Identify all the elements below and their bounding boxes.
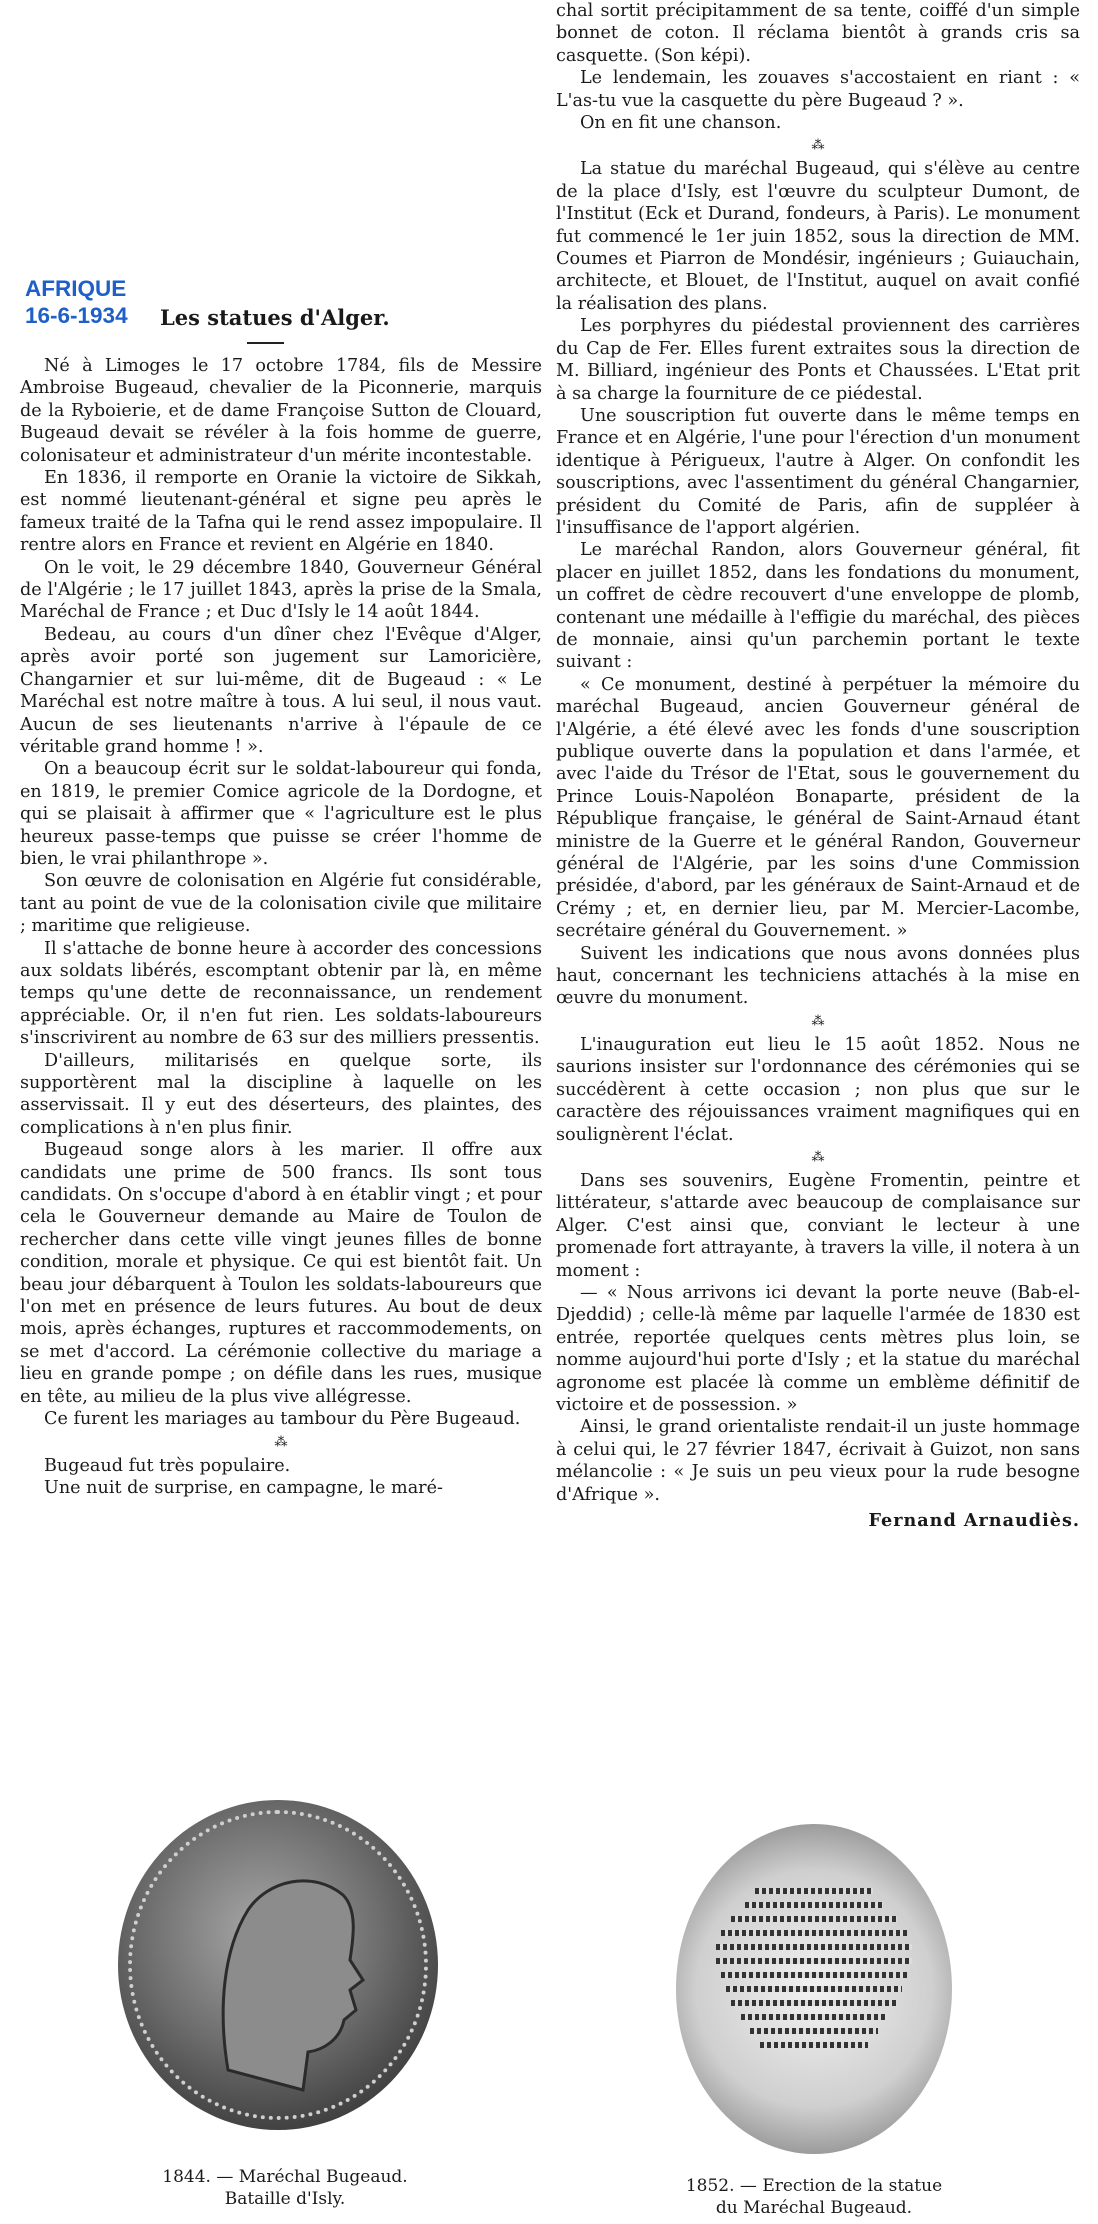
paragraph: On le voit, le 29 décembre 1840, Gouverneur Général de l'Algérie ; le 17 juillet 1843, après la prise de la Smala, Maréchal de France ; et Duc d'Isly le 14 août 1844. [20,557,542,623]
paragraph: L'inauguration eut lieu le 15 août 1852. Nous ne saurions insister sur l'ordonnance des cérémonies qui se succédèrent à cette occasion ; non plus que sur le caractère des réjouissances vraiment magnifiques qui en soulignèrent l'éclat. [556,1034,1080,1145]
paragraph: On en fit une chanson. [580,113,782,134]
caption-line: 1844. — Maréchal Bugeaud. [162,2167,408,2187]
paragraph: Une nuit de surprise, en campagne, le maré- [44,1477,443,1498]
caption-line: Bataille d'Isly. [224,2189,346,2209]
plaque-caption [664,2175,964,2219]
stamp-date: 16-6-1934 [25,303,128,328]
plaque-image [676,1824,952,2154]
asterism-icon: ⁂ [811,1013,825,1029]
author-signature: Fernand Arnaudiès. [868,1510,1080,1531]
paragraph: La statue du maréchal Bugeaud, qui s'élève au centre de la place d'Isly, est l'œuvre du sculpteur Dumont, de l'Institut (Eck et Durand, fondeurs, à Paris). Le monument fut commencé le 1er juin 1852, sous la direction de MM. Coumes et Piarron de Mondésir, ingénieurs ; Guiauchain, architecte, et Blouet, de l'Institut, auquel on avait confié la réalisation des plans. [556,159,1080,314]
paragraph: Bugeaud songe alors à les marier. Il offre aux candidats une prime de 500 francs. Ils sont tous candidats. On s'occupe d'abord à en établir vingt ; et pour cela le Gouverneur demande au Maire de Toulon de rechercher dans cette ville vingt jeunes filles de bonne condition, morale et physique. Ce qui est bientôt fait. Un beau jour débarquent à Toulon les soldats-laboureurs que l'on met en présence de leurs futures. Au bout de deux mois, après échanges, ruptures et raccommodements, on se met d'accord. La cérémonie collective du mariage a lieu en grande pompe ; on défile dans les rues, musique en tête, au milieu de la plus vive allégresse. [20,1140,542,1407]
asterism-icon: ⁂ [811,138,825,154]
paragraph: Bugeaud fut très populaire. [44,1455,291,1476]
paragraph: Les porphyres du piédestal proviennent des carrières du Cap de Fer. Elles furent extraites sous la direction de M. Billiard, ingénieur des Ponts et Chaussées. L'Etat prit à sa charge la fourniture de ce piédestal. [556,316,1080,404]
paragraph: Son œuvre de colonisation en Algérie fut considérable, tant au point de vue de la colonisation civile que militaire ; maritime que religieuse. [20,871,542,937]
paragraph: Né à Limoges le 17 octobre 1784, fils de Messire Ambroise Bugeaud, chevalier de la Piconnerie, marquis de la Ryboierie, et de dame Françoise Sutton de Clouard, Bugeaud devait se révéler à la fois homme de guerre, colonisateur et administrateur d'un mérite incontestable. [20,356,542,466]
paragraph: Le lendemain, les zouaves s'accostaient en riant : « L'as-tu vue la casquette du père Bugeaud ? ». [556,68,1080,111]
paragraph: Bedeau, au cours d'un dîner chez l'Evêque d'Alger, après avoir porté son jugement sur Lamoricière, Changarnier et sur lui-même, dit de Bugeaud : « Le Maréchal est notre maître à tous. A lui seul, il nous vaut. Aucun de ses lieutenants n'arrive à l'épaule de ce véritable grand homme ! ». [20,624,542,757]
paragraph: Le maréchal Randon, alors Gouverneur général, fit placer en juillet 1852, dans les fondations du monument, un coffret de cèdre recouvert d'une enveloppe de plomb, contenant une médaille à l'effigie du maréchal, des pièces de monnaie, ainsi qu'un parchemin portant le texte suivant : [556,540,1080,673]
caption-line: 1852. — Erection de la statue [685,2176,943,2196]
stamp-source: AFRIQUE [25,276,127,301]
paragraph: On a beaucoup écrit sur le soldat-laboureur qui fonda, en 1819, le premier Comice agricole de la Dordogne, et qui se plaisait à affirmer que « l'agriculture est le plus heureux passe-temps que puisse se créer l'homme de bien, le vrai philanthrope ». [20,759,542,869]
asterism-icon: ⁂ [274,1434,288,1450]
paragraph: En 1836, il remporte en Oranie la victoire de Sikkah, est nommé lieutenant-général et signe peu après le fameux traité de la Tafna qui le rend assez impopulaire. Il rentre alors en France et revient en Algérie en 1840. [20,468,542,556]
paragraph: D'ailleurs, militarisés en quelque sorte, ils supportèrent mal la discipline à laquelle on les asservissait. Il y eut des déserteurs, des plaintes, des complications à n'en plus finir. [20,1050,542,1138]
paragraph: Dans ses souvenirs, Eugène Fromentin, peintre et littérateur, s'attarde avec beaucoup de complaisance sur Alger. C'est ainsi que, conviant le lecteur à une promenade fort attrayante, à travers la ville, il notera à un moment : [556,1170,1080,1281]
title-rule [247,342,284,344]
source-stamp [25,275,128,329]
medal-image [118,1800,438,2130]
left-column [20,355,542,1499]
paragraph: « Ce monument, destiné à perpétuer la mémoire du maréchal Bugeaud, ancien Gouverneur général de l'Algérie, a été élevé avec les fonds d'une souscription publique ouverte dans la population et dans l'armée, et avec l'aide du Trésor de l'Etat, sous le gouvernement du Prince Louis-Napoléon Bonaparte, président de la République française, le général de Saint-Arnaud étant ministre de la Guerre et le général Randon, Gouverneur général de l'Algérie, par les soins d'une Commission présidée, d'abord, par les généraux de Saint-Arnaud et de Crémy ; et, en dernier lieu, par M. Mercier-Lacombe, secrétaire général du Gouvernement. » [556,674,1080,942]
paragraph: Ce furent les mariages au tambour du Père Bugeaud. [44,1409,521,1430]
paragraph: — « Nous arrivons ici devant la porte neuve (Bab-el-Djeddid) ; celle-là même par laquelle l'armée de 1830 est entrée, reportée quelques cents mètres plus loin, se nomme aujourd'hui porte d'Isly ; et la statue du maréchal agronome est placée là comme un emblème définitif de victoire et de possession. » [556,1282,1080,1415]
caption-line: du Maréchal Bugeaud. [715,2198,913,2218]
medal-caption [120,2166,450,2210]
article-title: Les statues d'Alger. [160,305,390,330]
paragraph: Une souscription fut ouverte dans le même temps en France et en Algérie, l'une pour l'érection d'un monument identique à Périgueux, l'autre à Alger. On confondit les souscriptions, avec l'assentiment du général Changarnier, président du Comité de Paris, afin de suppléer à l'insuffisance de l'apport algérien. [556,405,1080,538]
paragraph: Suivent les indications que nous avons données plus haut, concernant les techniciens attachés à la mise en œuvre du monument. [556,943,1080,1009]
profile-icon [118,1800,438,2130]
paragraph: Ainsi, le grand orientaliste rendait-il un juste hommage à celui qui, le 27 février 1847, écrivait à Guizot, non sans mélancolie : « Je suis un peu vieux pour la rude besogne d'Afrique ». [556,1417,1080,1505]
asterism-icon: ⁂ [811,1149,825,1165]
plaque-inscription [716,1880,912,2056]
right-column [556,0,1080,1532]
paragraph: chal sortit précipitamment de sa tente, coiffé d'un simple bonnet de coton. Il réclama bientôt à grands cris sa casquette. (Son képi). [556,1,1080,66]
paragraph: Il s'attache de bonne heure à accorder des concessions aux soldats libérés, escomptant obtenir par là, en même temps qu'une dette de reconnaissance, un rendement appréciable. Or, il n'en fut rien. Les soldats-laboureurs s'inscrivirent au nombre de 63 sur des milliers pressentis. [20,938,542,1049]
